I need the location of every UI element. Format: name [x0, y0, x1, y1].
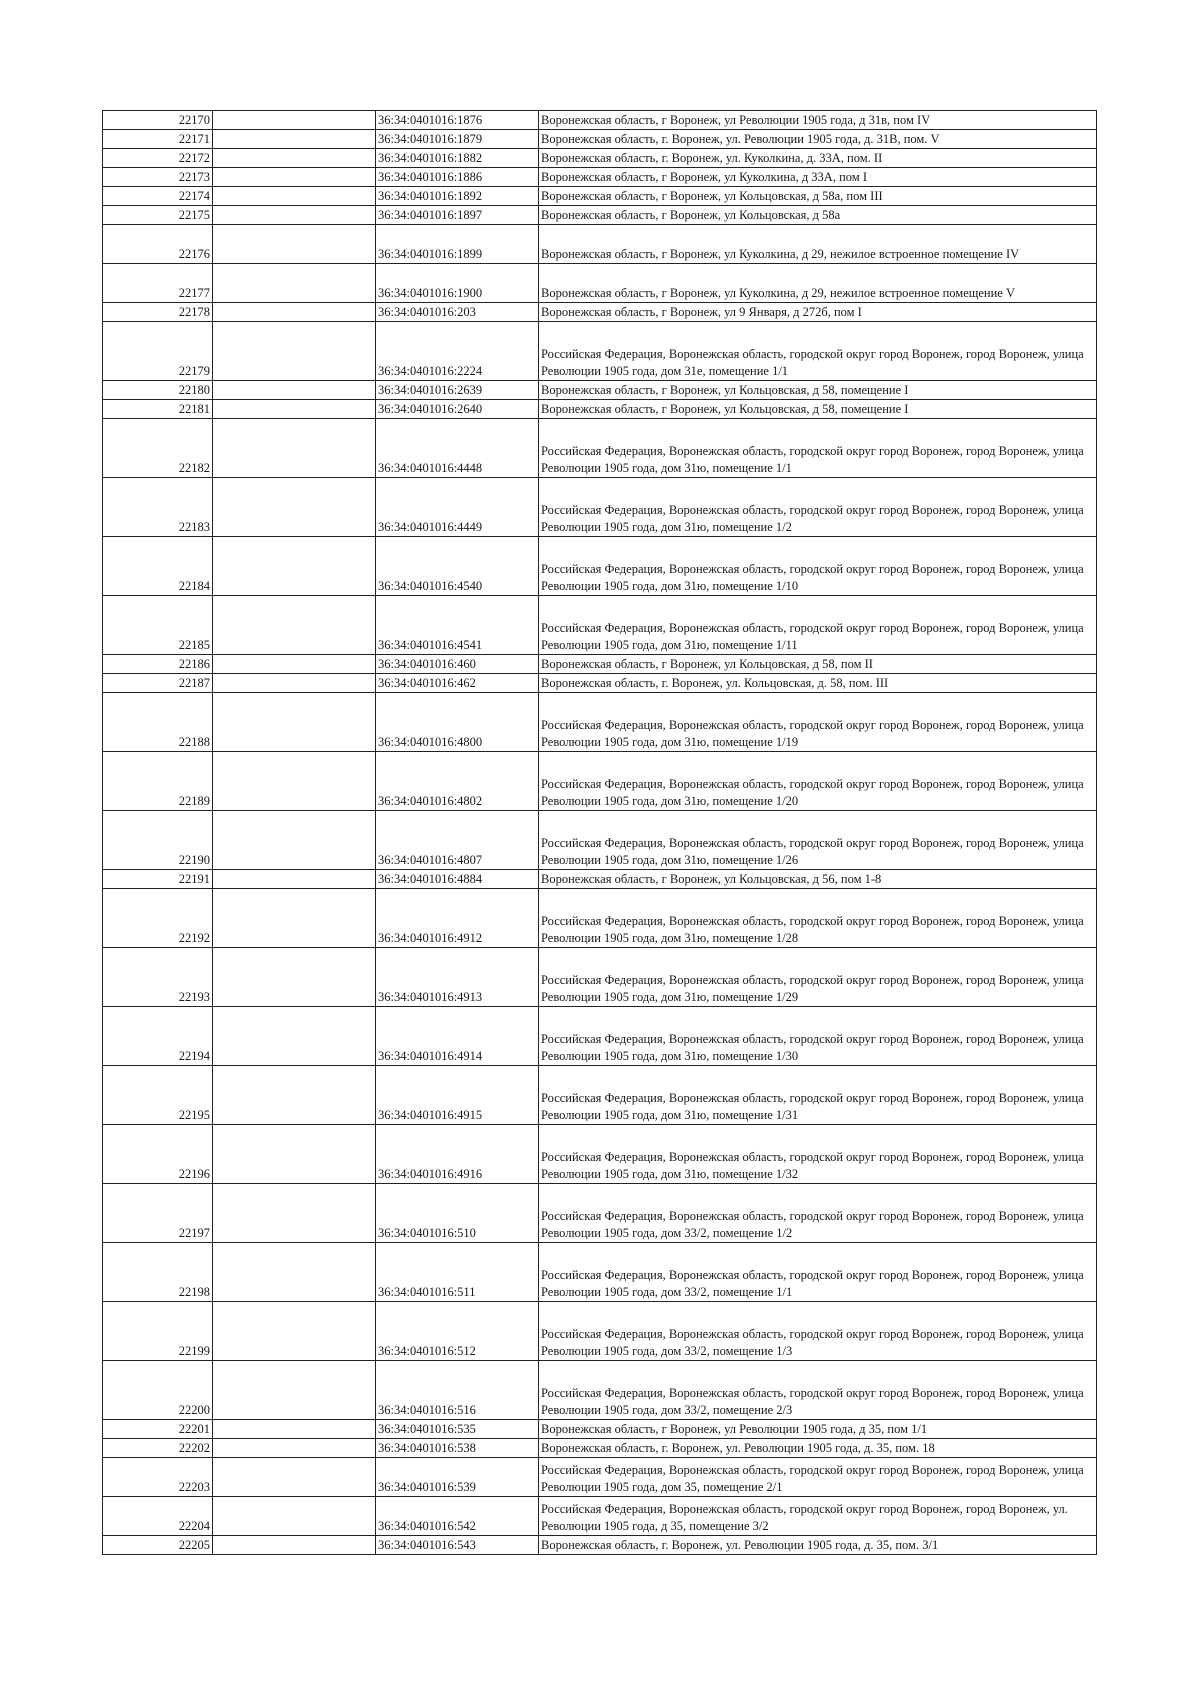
address: Российская Федерация, Воронежская область, городской округ город Воронеж, город Воронеж, улица Революции 1905 года, дом 31ю, помещение 1/31 — [539, 1066, 1097, 1125]
table-row — [103, 1302, 1097, 1361]
row-number: 22190 — [103, 811, 213, 870]
empty-cell — [213, 948, 376, 1007]
table-row — [103, 1184, 1097, 1243]
address: Воронежская область, г. Воронеж, ул. Куколкина, д. 33А, пом. II — [539, 149, 1097, 168]
empty-cell — [213, 537, 376, 596]
address: Воронежская область, г Воронеж, ул Куколкина, д 33А, пом I — [539, 168, 1097, 187]
row-number: 22182 — [103, 419, 213, 478]
table-row — [103, 381, 1097, 400]
address: Воронежская область, г. Воронеж, ул. Кольцовская, д. 58, пом. III — [539, 674, 1097, 693]
address: Российская Федерация, Воронежская область, городской округ город Воронеж, город Воронеж, улица Революции 1905 года, дом 31ю, помещение 1/20 — [539, 752, 1097, 811]
cadastral-number: 36:34:0401016:1876 — [376, 111, 539, 130]
table-row — [103, 1007, 1097, 1066]
empty-cell — [213, 1420, 376, 1439]
row-number: 22195 — [103, 1066, 213, 1125]
row-number: 22202 — [103, 1439, 213, 1458]
row-number: 22193 — [103, 948, 213, 1007]
table-row — [103, 264, 1097, 303]
cadastral-number: 36:34:0401016:511 — [376, 1243, 539, 1302]
address: Российская Федерация, Воронежская область, городской округ город Воронеж, город Воронеж, улица Революции 1905 года, дом 31ю, помещение 1/28 — [539, 889, 1097, 948]
address: Воронежская область, г Воронеж, ул Кольцовская, д 58, помещение I — [539, 400, 1097, 419]
table-row — [103, 1458, 1097, 1497]
row-number: 22178 — [103, 303, 213, 322]
empty-cell — [213, 752, 376, 811]
row-number: 22173 — [103, 168, 213, 187]
empty-cell — [213, 419, 376, 478]
cadastral-number: 36:34:0401016:535 — [376, 1420, 539, 1439]
address: Российская Федерация, Воронежская область, городской округ город Воронеж, город Воронеж, улица Революции 1905 года, дом 31е, помещение 1/1 — [539, 322, 1097, 381]
table-row — [103, 111, 1097, 130]
empty-cell — [213, 811, 376, 870]
cadastral-number: 36:34:0401016:2639 — [376, 381, 539, 400]
address: Российская Федерация, Воронежская область, городской округ город Воронеж, город Воронеж, улица Революции 1905 года, дом 33/2, помещение 2/3 — [539, 1361, 1097, 1420]
cadastral-number: 36:34:0401016:510 — [376, 1184, 539, 1243]
row-number: 22186 — [103, 655, 213, 674]
empty-cell — [213, 1007, 376, 1066]
row-number: 22201 — [103, 1420, 213, 1439]
address: Российская Федерация, Воронежская область, городской округ город Воронеж, город Воронеж, улица Революции 1905 года, дом 31ю, помещение 1/10 — [539, 537, 1097, 596]
cadastral-number: 36:34:0401016:4540 — [376, 537, 539, 596]
cadastral-number: 36:34:0401016:539 — [376, 1458, 539, 1497]
cadastral-number: 36:34:0401016:462 — [376, 674, 539, 693]
address: Воронежская область, г Воронеж, ул Кольцовская, д 58, помещение I — [539, 381, 1097, 400]
row-number: 22188 — [103, 693, 213, 752]
table-row — [103, 948, 1097, 1007]
table-row — [103, 537, 1097, 596]
empty-cell — [213, 400, 376, 419]
address: Российская Федерация, Воронежская область, городской округ город Воронеж, город Воронеж, улица Революции 1905 года, дом 31ю, помещение 1/26 — [539, 811, 1097, 870]
cadastral-number: 36:34:0401016:203 — [376, 303, 539, 322]
row-number: 22175 — [103, 206, 213, 225]
cadastral-number: 36:34:0401016:516 — [376, 1361, 539, 1420]
empty-cell — [213, 1361, 376, 1420]
table-row — [103, 225, 1097, 264]
table-row — [103, 149, 1097, 168]
empty-cell — [213, 381, 376, 400]
table-row — [103, 1420, 1097, 1439]
table-row — [103, 752, 1097, 811]
address: Российская Федерация, Воронежская область, городской округ город Воронеж, город Воронеж, улица Революции 1905 года, дом 33/2, помещение 1/3 — [539, 1302, 1097, 1361]
table-row — [103, 1497, 1097, 1536]
cadastral-number: 36:34:0401016:4912 — [376, 889, 539, 948]
empty-cell — [213, 596, 376, 655]
table-row — [103, 206, 1097, 225]
cadastral-number: 36:34:0401016:4800 — [376, 693, 539, 752]
cadastral-number: 36:34:0401016:2224 — [376, 322, 539, 381]
row-number: 22198 — [103, 1243, 213, 1302]
cadastral-number: 36:34:0401016:4802 — [376, 752, 539, 811]
table-row — [103, 1066, 1097, 1125]
cadastral-number: 36:34:0401016:543 — [376, 1536, 539, 1555]
row-number: 22191 — [103, 870, 213, 889]
row-number: 22204 — [103, 1497, 213, 1536]
address: Российская Федерация, Воронежская область, городской округ город Воронеж, город Воронеж, улица Революции 1905 года, дом 33/2, помещение 1/1 — [539, 1243, 1097, 1302]
row-number: 22185 — [103, 596, 213, 655]
table-row — [103, 478, 1097, 537]
empty-cell — [213, 1458, 376, 1497]
row-number: 22183 — [103, 478, 213, 537]
row-number: 22180 — [103, 381, 213, 400]
row-number: 22187 — [103, 674, 213, 693]
cadastral-number: 36:34:0401016:4915 — [376, 1066, 539, 1125]
empty-cell — [213, 674, 376, 693]
table-row — [103, 811, 1097, 870]
cadastral-number: 36:34:0401016:1879 — [376, 130, 539, 149]
address: Российская Федерация, Воронежская область, городской округ город Воронеж, город Воронеж, улица Революции 1905 года, дом 31ю, помещение 1/29 — [539, 948, 1097, 1007]
empty-cell — [213, 149, 376, 168]
empty-cell — [213, 130, 376, 149]
table-row — [103, 596, 1097, 655]
address: Воронежская область, г Воронеж, ул Кольцовская, д 58а, пом III — [539, 187, 1097, 206]
empty-cell — [213, 1497, 376, 1536]
row-number: 22199 — [103, 1302, 213, 1361]
cadastral-number: 36:34:0401016:4448 — [376, 419, 539, 478]
table-row — [103, 419, 1097, 478]
table-row — [103, 130, 1097, 149]
cadastral-number: 36:34:0401016:1892 — [376, 187, 539, 206]
table-row — [103, 1243, 1097, 1302]
address: Воронежская область, г Воронеж, ул Куколкина, д 29, нежилое встроенное помещение V — [539, 264, 1097, 303]
table-row — [103, 1361, 1097, 1420]
row-number: 22170 — [103, 111, 213, 130]
empty-cell — [213, 225, 376, 264]
empty-cell — [213, 264, 376, 303]
cadastral-number: 36:34:0401016:512 — [376, 1302, 539, 1361]
cadastral-number: 36:34:0401016:460 — [376, 655, 539, 674]
table-row — [103, 168, 1097, 187]
registry-table — [102, 110, 1097, 1555]
table-row — [103, 1536, 1097, 1555]
address: Воронежская область, г. Воронеж, ул. Революции 1905 года, д. 35, пом. 18 — [539, 1439, 1097, 1458]
row-number: 22194 — [103, 1007, 213, 1066]
address: Российская Федерация, Воронежская область, городской округ город Воронеж, город Воронеж, улица Революции 1905 года, дом 33/2, помещение 1/2 — [539, 1184, 1097, 1243]
table-row — [103, 870, 1097, 889]
address: Воронежская область, г Воронеж, ул Кольцовская, д 56, пом 1-8 — [539, 870, 1097, 889]
table-row — [103, 303, 1097, 322]
empty-cell — [213, 655, 376, 674]
cadastral-number: 36:34:0401016:1882 — [376, 149, 539, 168]
table-row — [103, 1439, 1097, 1458]
address: Воронежская область, г Воронеж, ул Революции 1905 года, д 31в, пом IV — [539, 111, 1097, 130]
address: Российская Федерация, Воронежская область, городской округ город Воронеж, город Воронеж, улица Революции 1905 года, дом 31ю, помещение 1/30 — [539, 1007, 1097, 1066]
address: Воронежская область, г Воронеж, ул Кольцовская, д 58, пом II — [539, 655, 1097, 674]
row-number: 22181 — [103, 400, 213, 419]
table-row — [103, 187, 1097, 206]
cadastral-number: 36:34:0401016:4807 — [376, 811, 539, 870]
cadastral-number: 36:34:0401016:4541 — [376, 596, 539, 655]
cadastral-number: 36:34:0401016:538 — [376, 1439, 539, 1458]
cadastral-number: 36:34:0401016:1897 — [376, 206, 539, 225]
row-number: 22192 — [103, 889, 213, 948]
cadastral-number: 36:34:0401016:4913 — [376, 948, 539, 1007]
cadastral-number: 36:34:0401016:1886 — [376, 168, 539, 187]
address: Российская Федерация, Воронежская область, городской округ город Воронеж, город Воронеж, улица Революции 1905 года, дом 35, помещение 2/1 — [539, 1458, 1097, 1497]
address: Российская Федерация, Воронежская область, городской округ город Воронеж, город Воронеж, улица Революции 1905 года, дом 31ю, помещение 1/11 — [539, 596, 1097, 655]
table-row — [103, 1125, 1097, 1184]
row-number: 22200 — [103, 1361, 213, 1420]
cadastral-number: 36:34:0401016:4884 — [376, 870, 539, 889]
empty-cell — [213, 168, 376, 187]
address: Российская Федерация, Воронежская область, городской округ город Воронеж, город Воронеж, улица Революции 1905 года, дом 31ю, помещение 1/1 — [539, 419, 1097, 478]
row-number: 22189 — [103, 752, 213, 811]
table-row — [103, 889, 1097, 948]
address: Воронежская область, г. Воронеж, ул. Революции 1905 года, д. 35, пом. 3/1 — [539, 1536, 1097, 1555]
empty-cell — [213, 1066, 376, 1125]
address: Российская Федерация, Воронежская область, городской округ город Воронеж, город Воронеж, улица Революции 1905 года, дом 31ю, помещение 1/19 — [539, 693, 1097, 752]
empty-cell — [213, 1536, 376, 1555]
row-number: 22184 — [103, 537, 213, 596]
row-number: 22197 — [103, 1184, 213, 1243]
cadastral-number: 36:34:0401016:4914 — [376, 1007, 539, 1066]
row-number: 22205 — [103, 1536, 213, 1555]
address: Российская Федерация, Воронежская область, городской округ город Воронеж, город Воронеж, улица Революции 1905 года, дом 31ю, помещение 1/32 — [539, 1125, 1097, 1184]
cadastral-number: 36:34:0401016:542 — [376, 1497, 539, 1536]
empty-cell — [213, 693, 376, 752]
cadastral-number: 36:34:0401016:4449 — [376, 478, 539, 537]
address: Российская Федерация, Воронежская область, городской округ город Воронеж, город Воронеж, ул. Революции 1905 года, д 35, помещение 3/2 — [539, 1497, 1097, 1536]
cadastral-number: 36:34:0401016:1899 — [376, 225, 539, 264]
row-number: 22171 — [103, 130, 213, 149]
address: Воронежская область, г Воронеж, ул Куколкина, д 29, нежилое встроенное помещение IV — [539, 225, 1097, 264]
registry-body — [103, 111, 1097, 1555]
table-row — [103, 693, 1097, 752]
table-row — [103, 655, 1097, 674]
empty-cell — [213, 1184, 376, 1243]
cadastral-number: 36:34:0401016:4916 — [376, 1125, 539, 1184]
empty-cell — [213, 478, 376, 537]
row-number: 22172 — [103, 149, 213, 168]
empty-cell — [213, 1243, 376, 1302]
address: Воронежская область, г. Воронеж, ул. Революции 1905 года, д. 31В, пом. V — [539, 130, 1097, 149]
table-row — [103, 322, 1097, 381]
row-number: 22179 — [103, 322, 213, 381]
empty-cell — [213, 870, 376, 889]
empty-cell — [213, 187, 376, 206]
empty-cell — [213, 111, 376, 130]
cadastral-number: 36:34:0401016:2640 — [376, 400, 539, 419]
empty-cell — [213, 303, 376, 322]
row-number: 22196 — [103, 1125, 213, 1184]
row-number: 22203 — [103, 1458, 213, 1497]
cadastral-number: 36:34:0401016:1900 — [376, 264, 539, 303]
row-number: 22176 — [103, 225, 213, 264]
table-row — [103, 400, 1097, 419]
row-number: 22174 — [103, 187, 213, 206]
empty-cell — [213, 206, 376, 225]
address: Российская Федерация, Воронежская область, городской округ город Воронеж, город Воронеж, улица Революции 1905 года, дом 31ю, помещение 1/2 — [539, 478, 1097, 537]
empty-cell — [213, 322, 376, 381]
address: Воронежская область, г Воронеж, ул Революции 1905 года, д 35, пом 1/1 — [539, 1420, 1097, 1439]
empty-cell — [213, 1125, 376, 1184]
empty-cell — [213, 889, 376, 948]
address: Воронежская область, г Воронеж, ул Кольцовская, д 58а — [539, 206, 1097, 225]
empty-cell — [213, 1302, 376, 1361]
table-row — [103, 674, 1097, 693]
address: Воронежская область, г Воронеж, ул 9 Января, д 272б, пом I — [539, 303, 1097, 322]
row-number: 22177 — [103, 264, 213, 303]
empty-cell — [213, 1439, 376, 1458]
